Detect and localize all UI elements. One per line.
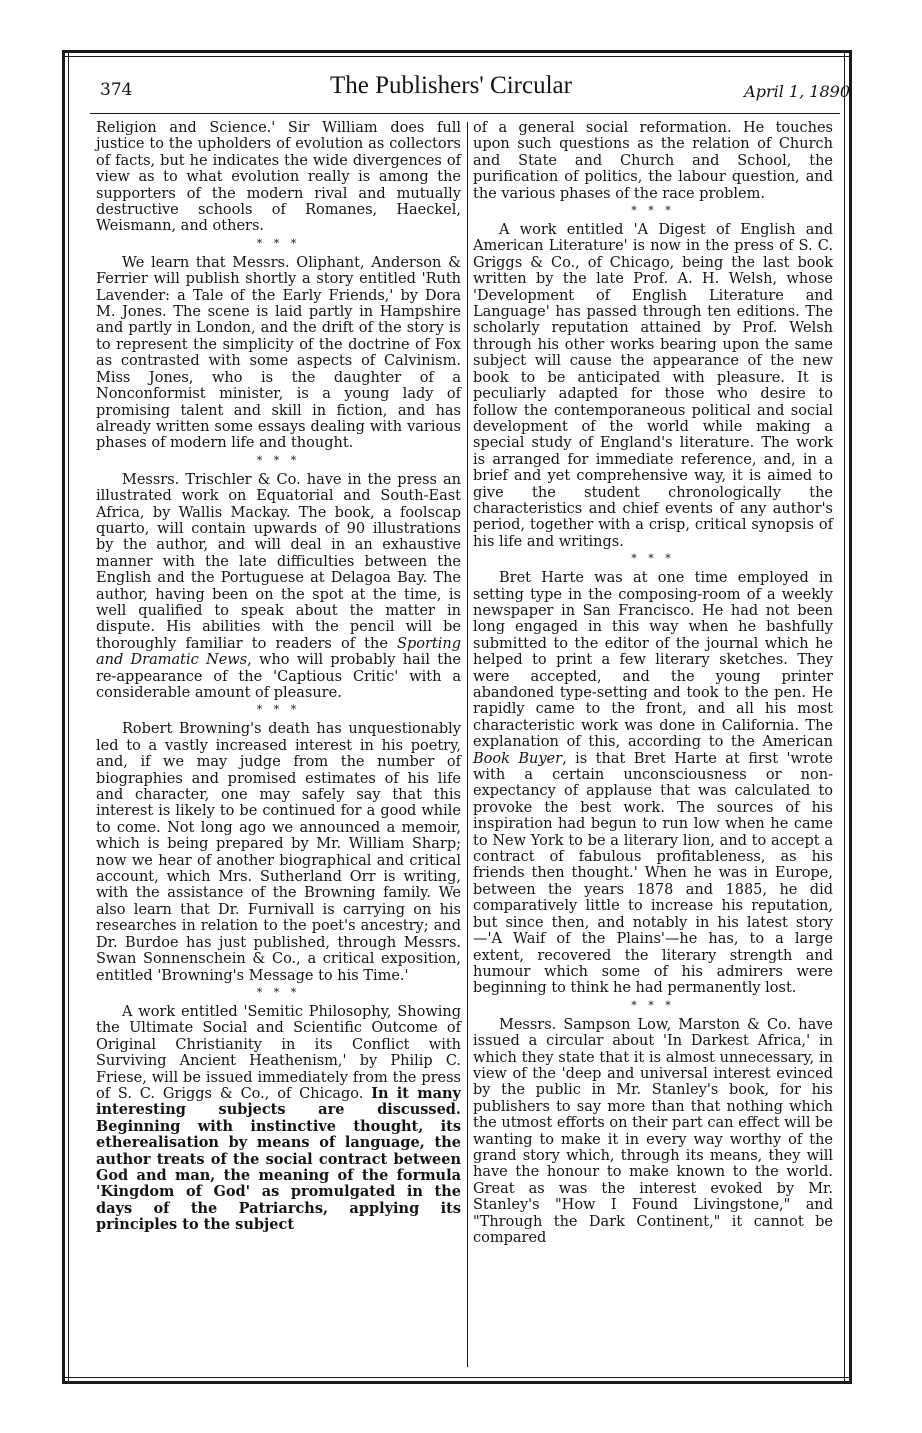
journal-name: Sporting and Dramatic News (96, 635, 461, 669)
paragraph-trischler (96, 472, 461, 702)
paragraph-text-bold: In it many interesting subjects are discussed. Beginning with instinctive thought, its etherealisation by means of language, the author treats of the social contract between God and man, the meaning of the formula 'Kingdom of God' as promulgated in the days of the Patriarchs, applying its principles to the subject (96, 1084, 461, 1234)
section-separator: * * * (256, 985, 301, 999)
page-header (90, 70, 850, 110)
paragraph-social-reformation: of a general social reformation. He touches upon such questions as the relation of Church and State and Church and School, the purification of politics, the labour question, and the various phases of the race problem. (473, 120, 833, 202)
bottom-border-rule (62, 1381, 852, 1384)
paragraph-browning: Robert Browning's death has unquestionably led to a vastly increased interest in his poetry, and, if we may judge from the number of biographies and promised estimates of his life and character, one may safely say that this interest is likely to be continued for a good while to come. Not long ago we announced a memoir, which is being prepared by Mr. William Sharp; now we hear of another biographical and critical account, which Mrs. Sutherland Orr is writing, with the assistance of the Browning family. We also learn that Dr. Furnivall is carrying on his researches in relation to the poet's ancestry; and Dr. Burdoe has just published, through Messrs. Swan Sonnenschein & Co., a critical exposition, entitled 'Browning's Message to his Time.' (96, 721, 461, 984)
header-rule (90, 113, 840, 114)
paragraph-text: A work entitled 'Semitic Philosophy, Showing the Ultimate Social and Scientific Outcome of Original Christianity in its Conflict with Surviving Ancient Heathenism,' by Philip C. Friese, will be issued immediately from the press of S. C. Griggs & Co., of Chicago. (96, 1003, 461, 1102)
section-separator: * * * (256, 453, 301, 467)
paragraph-sampson-low: Messrs. Sampson Low, Marston & Co. have issued a circular about 'In Darkest Africa,' in which they state that it is almost unnecessary, in view of the 'deep and universal interest evinced by the public in Mr. Stanley's book, for his publishers to say more than that nothing which the utmost efforts on their part can effect will be wanting to make it in every way worthy of the grand story which, through its means, they will have the honour to make known to the world. Great as was the interest evoked by Mr. Stanley's "How I Found Livingstone," and "Through the Dark Continent," it cannot be compared (473, 1016, 833, 1246)
right-column (473, 120, 833, 1246)
paragraph-ruth-lavender: We learn that Messrs. Oliphant, Anderson & Ferrier will publish shortly a story entitled 'Ruth Lavender: a Tale of the Early Friends,' by Dora M. Jones. The scene is laid partly in Hampshire and partly in London, and the drift of the story is to represent the simplicity of the doctrine of Fox as contrasted with some aspects of Calvinism. Miss Jones, who is the daughter of a Nonconformist minister, is a young lady of promising talent and skill in fiction, and has already written some essays dealing with various phases of modern life and thought. (96, 254, 461, 452)
section-separator: * * * (256, 236, 301, 250)
right-border-rule (849, 50, 852, 1384)
left-border-rule (62, 50, 65, 1384)
left-column (96, 120, 461, 1234)
paragraph-bret-harte (473, 570, 833, 997)
column-divider (467, 122, 468, 1367)
section-separator: * * * (631, 204, 675, 218)
issue-date: April 1, 1890 (744, 82, 850, 101)
top-border-rule (62, 50, 852, 53)
section-separator: * * * (631, 998, 675, 1012)
section-separator: * * * (256, 703, 301, 717)
paragraph-text: Bret Harte was at one time employed in setting type in the composing-room of a weekly newspaper in San Francisco. He had not been long engaged in this way when he bashfully submitted to the editor of the journal which he helped to print a few literary sketches. They were accepted, and the young printer abandoned type-setting and took to the pen. He rapidly came to the front, and all his most characteristic work was done in California. The explanation of this, according to the American (473, 570, 833, 751)
paragraph-religion-science: Religion and Science.' Sir William does full justice to the upholders of evolution as collectors of facts, but he indicates the wide divergences of view as to what evolution really is among the supporters of the modern rival and mutually destructive schools of Romanes, Haeckel, Weismann, and others. (96, 120, 461, 235)
paragraph-text: , is that Bret Harte at first 'wrote with a certain unconsciousness or non-expectancy of applause that was calculated to provoke the best work. The sources of his inspiration had begun to run low when he came to New York to be a literary lion, and to accept a contract of fabulous profitableness, as his friends then thought.' When he was in Europe, between the years 1878 and 1885, he did comparatively little to increase his reputation, but since then, and notably in his latest story—'A Waif of the Plains'—he has, to a large extent, recovered the literary strength and humour which some of his admirers were beginning to think he had permanently lost. (473, 750, 833, 997)
page-number: 374 (100, 80, 133, 100)
left-border-rule-thin (68, 50, 69, 1384)
paragraph-text: , who will probably hail the re-appearance of the 'Captious Critic' with a considerable amount of pleasure. (96, 652, 461, 701)
paragraph-semitic-philosophy (96, 1004, 461, 1234)
section-separator: * * * (631, 552, 675, 566)
journal-title: The Publishers' Circular (330, 72, 572, 99)
top-border-rule-thin (62, 56, 852, 57)
bottom-border-rule-thin (62, 1377, 852, 1378)
journal-name: Book Buyer (473, 750, 563, 767)
paragraph-digest-literature: A work entitled 'A Digest of English and American Literature' is now in the press of S. C. Griggs & Co., of Chicago, being the last book written by the late Prof. A. H. Welsh, whose 'Development of English Literature and Language' has passed through ten editions. The scholarly reputation attained by Prof. Welsh through his other works bearing upon the same subject will cause the appearance of the new book to be anticipated with pleasure. It is peculiarly adapted for those who desire to follow the contemporaneous political and social development of the world while making a special study of England's literature. The work is arranged for immediate reference, and, in a brief and yet comprehensive way, it is aimed to give the student chronologically the characteristics and chief events of any author's period, together with a crisp, critical synopsis of his life and writings. (473, 222, 833, 550)
right-border-rule-thin (844, 50, 845, 1384)
paragraph-text: Messrs. Trischler & Co. have in the press an illustrated work on Equatorial and South-East Africa, by Wallis Mackay. The book, a foolscap quarto, will contain upwards of 90 illustrations by the author, and will deal in an exhaustive manner with the late difficulties between the English and the Portuguese at Delagoa Bay. The author, having been on the spot at the time, is well qualified to speak about the matter in dispute. His abilities with the pencil will be thoroughly familiar to readers of the (96, 471, 461, 652)
